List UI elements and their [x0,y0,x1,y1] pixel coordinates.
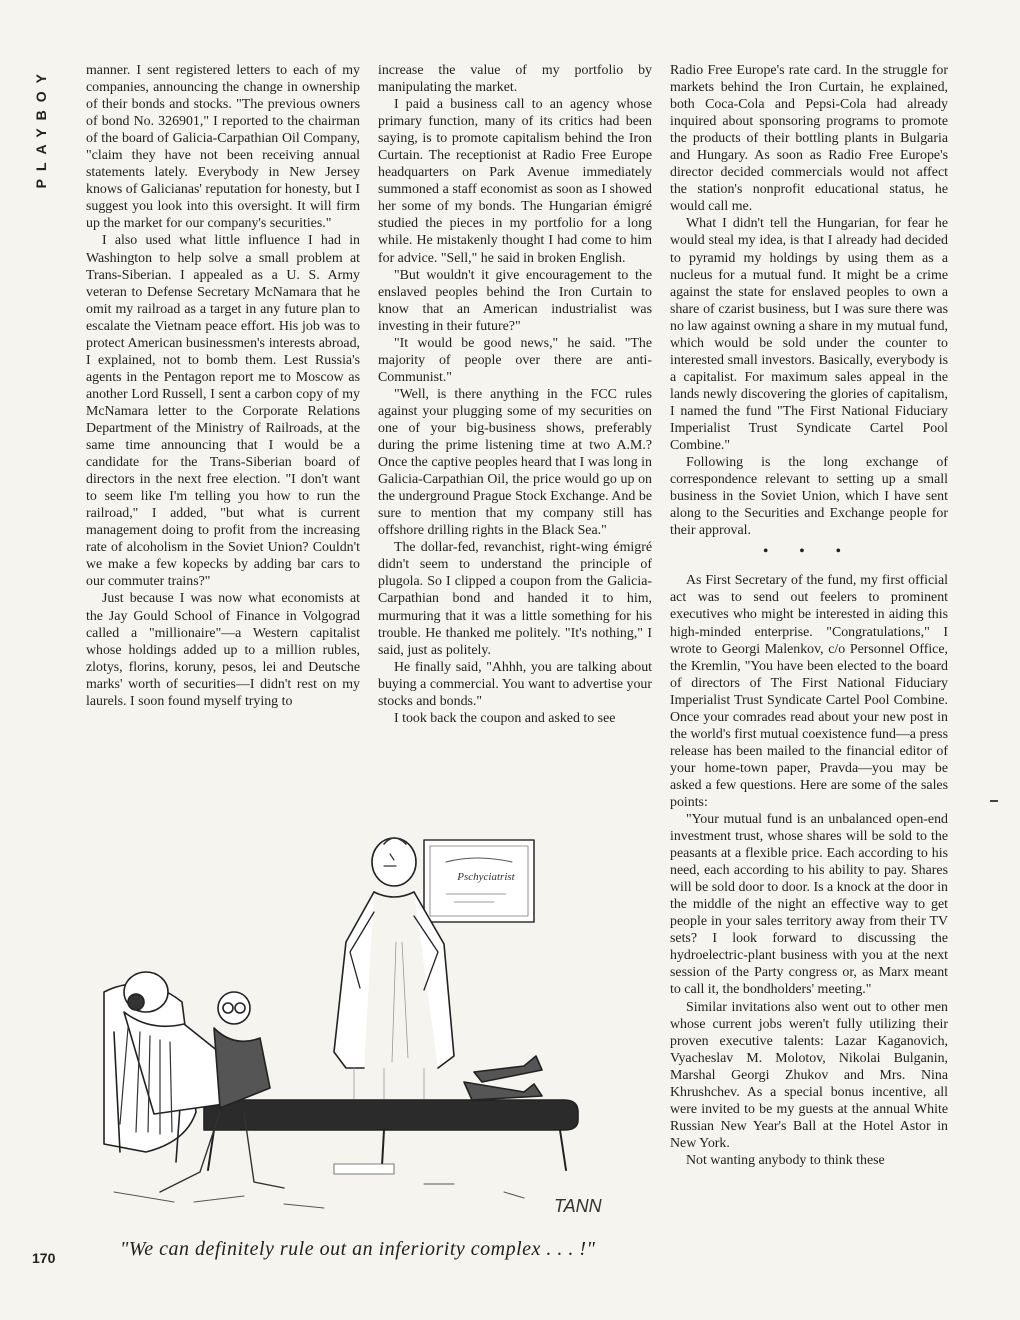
analyst-head [372,838,416,886]
cartoon-illustration [84,832,660,1230]
page-number: 170 [32,1250,56,1266]
text-column-1 [86,62,360,824]
paragraph: Not wanting anybody to think these [686,1152,885,1168]
paragraph: I took back the coupon and asked to see [394,710,616,726]
paragraph: I paid a business call to an agency whose primary function, many of its critics had been saying, is to promote capitalism behind the Iron Curtain. The receptionist at Radio Free Europe headquarters on Park Avenue immediately summoned a staff economist as soon as I showed her some of my bonds. The Hungarian émigré studied the pieces in my portfolio for a long while. He mistakenly thought I had come to him for advice. "Sell," he said in broken English. [378,97,652,266]
paragraph: The dollar-fed, revanchist, right-wing émigré didn't seem to understand the principle of plugola. So I clipped a coupon from the Galicia-Carpathian bond and handed it to him, murmuring that it was a little something for his trouble. He thanked me politely. "It's nothing," I said, just as politely. [378,540,652,658]
paragraph: I also used what little influence I had in Washington to help solve a small problem at Trans-Siberian. I appealed as a U. S. Army veteran to Defense Secretary McNamara that he omit my railroad as a target in any future plan to escalate the Vietnam peace effort. His job was to protect American businessmen's interests abroad, I explained, not to bomb them. Lest Russia's agents in the Pentagon report me to Moscow as another Lord Russell, I sent a carbon copy of my McNamara letter to the Corporate Relations Department of the Ministry of Railroads, at the same time announcing that I would be a candidate for the Trans-Siberian board of directors in the next free election. "I don't want to seem like I'm telling you how to run the railroad," I added, "but what is current management doing to profit from the increasing rate of alcoholism in the Soviet Union? Couldn't we make a few kopecks by adding bar cars to our commuter trains?" [86,233,360,590]
text-column-2 [378,62,652,798]
magazine-running-head: PLAYBOY [33,66,49,189]
paragraph: What I didn't tell the Hungarian, for fear he would steal my idea, is that I already had decided to pyramid my holdings by using them as a nucleus for a mutual fund. It might be a crime against the state for enslaved peoples to own a share of czarist business, but I was sure there was no law against owning a share in my mutual fund, which would be sold under the counter to interested small investors. Basically, everybody is a capitalist. For maximum sales appeal in the lands newly discovering the glories of capitalism, I named the fund "The First National Fiduciary Imperialist Trust Syndicate Cartel Pool Combine." [670,216,948,454]
diploma-text: Pschyciatrist [457,871,515,883]
paragraph: Radio Free Europe's rate card. In the struggle for markets behind the Iron Curtain, he explained, both Coca-Cola and Pepsi-Cola had already inquired about sponsoring programs to promote the products of their bottling plants in Bulgaria and Hungary. As soon as Radio Free Europe's director decided commercials would not affect the station's nonprofit educational status, he would call me. [670,63,948,215]
paragraph: Just because I was now what economists at the Jay Gould School of Finance in Volgograd called a "millionaire"—a Western capitalist whose holdings added up to a million rubles, zlotys, florins, koruny, pesos, lei and Deutsche marks' worth of securities—I didn't rest on my laurels. I soon found myself trying to [86,591,360,709]
cartoon-caption: "We can definitely rule out an inferiority complex . . . !" [120,1238,596,1260]
paragraph: "It would be good news," he said. "The majority of people over there are anti-Communist." [378,335,652,385]
paragraph: Similar invitations also went out to other men whose current jobs weren't fully utilizing their proven executive talents: Lazar Kaganovich, Vyacheslav M. Molotov, Nikolai Bulganin, Marshal Georgi Zhukov and Mrs. Nina Khrushchev. As a special bonus incentive, all were invited to be my guests at the annual White Russian New Year's Ball at the Hotel Astor in New York. [670,999,948,1151]
paragraph: "Well, is there anything in the FCC rules against your plugging some of my securities on one of your big-business shows, preferably during the prime listening time at two A.M.? Once the captive peoples heard that I was long in Galicia-Carpathian Oil, the price would go up on the underground Prague Stock Exchange. And be sure to mention that my company still has offshore drilling rights in the Black Sea." [378,386,652,539]
paragraph: "Your mutual fund is an unbalanced open-end investment trust, whose shares will be sold to the peasants at a flexible price. Each according to his need, each according to his ability to pay. Shares will be sold door to door. Is a knock at the door in the middle of the night an effective way to get people in your sales territory away from their TV sets? I look forward to discussing the hydroelectric-plant business with you at the next session of the Party congress or, as Marx meant to call it, the bondholders' meeting." [670,812,948,998]
margin-mark [990,800,998,802]
artist-signature: TANN [554,1196,602,1216]
paragraph: Following is the long exchange of correspondence relevant to setting up a small business in the Soviet Union, which I have sent along to the Securities and Exchange people for their approval. [670,455,948,539]
paragraph: As First Secretary of the fund, my first official act was to send out feelers to prominent executives who might be interested in aiding this high-minded enterprise. "Congratulations," I wrote to Georgi Malenkov, c/o Personnel Office, the Kremlin, "You have been elected to the board of directors of The First National Fiduciary Imperialist Trust Syndicate Cartel Pool Combine. Once your comrades read about your new post in the world's first mutual coexistence fund—a press release has been mailed to the financial editor of your home-town paper, Pravda—you may be asked a few questions. Here are some of the sales points: [670,573,948,810]
paragraph: manner. I sent registered letters to each of my companies, announcing the change in ownership of their bonds and stocks. "The previous owners of bond No. 326901," I reported to the chairman of the board of Galicia-Carpathian Oil Company, "claim they have not been receiving annual statements lately. Everybody in New Jersey knows of Galicianas' reputation for honesty, but I suggest you look into this oversight. It will firm up the market for our company's securities." [86,63,360,232]
psychiatrist-couch [204,1100,578,1130]
paragraph: "But wouldn't it give encouragement to the enslaved peoples behind the Iron Curtain to know that an American industrialist was investing in their future?" [378,267,652,334]
paragraph: He finally said, "Ahhh, you are talking about buying a commercial. You want to advertise your stocks and bonds." [378,659,652,709]
section-separator: • • • [763,544,855,560]
paragraph: increase the value of my portfolio by manipulating the market. [378,63,652,96]
text-column-3 [670,62,948,1270]
